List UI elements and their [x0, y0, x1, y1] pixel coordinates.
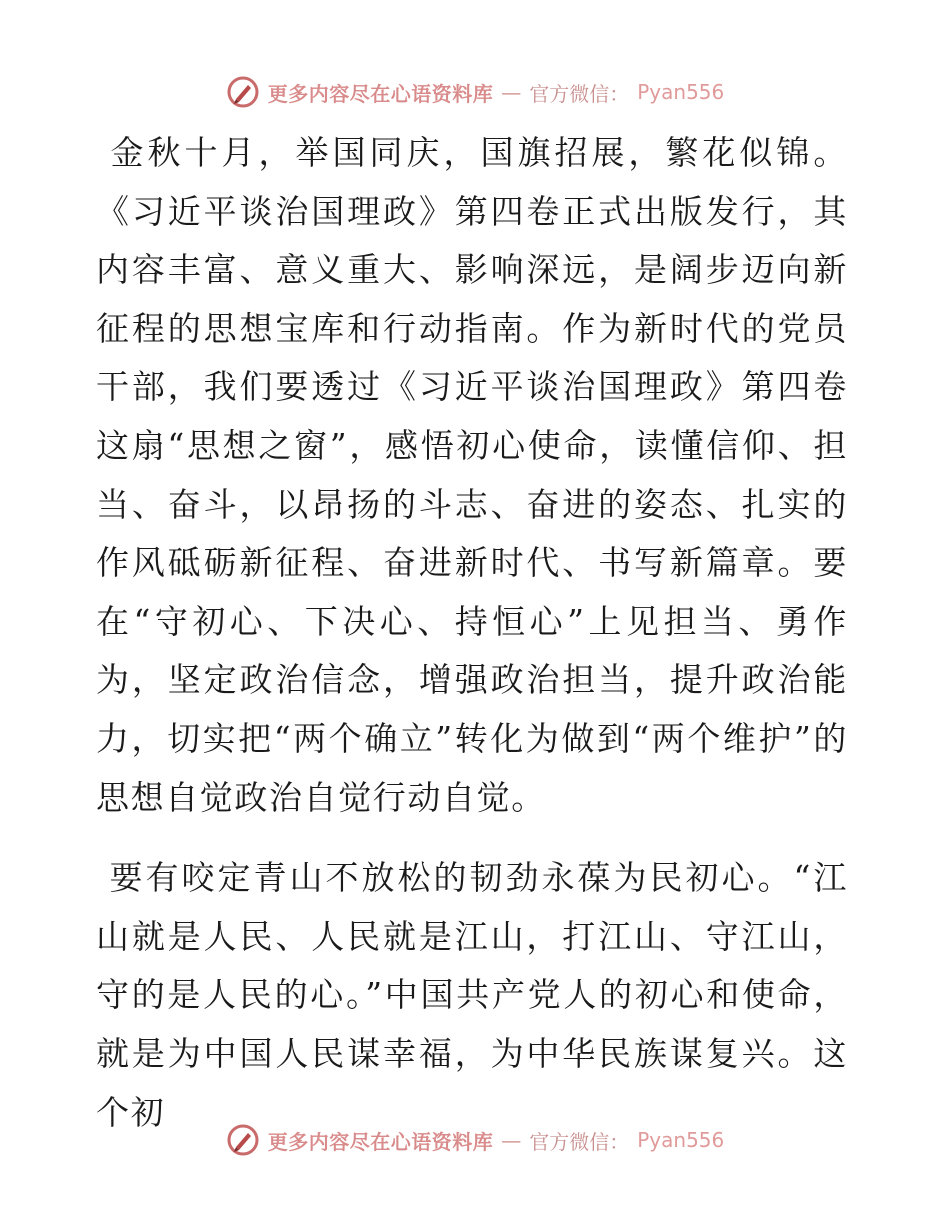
- pen-logo-icon: [226, 1123, 260, 1157]
- watermark-wechat-label: 官方微信：: [529, 81, 630, 106]
- pen-logo-icon: [226, 75, 260, 109]
- watermark-separator: —: [501, 1128, 522, 1152]
- watermark-separator: —: [501, 80, 522, 104]
- watermark-brand: 更多内容尽在心语资料库: [267, 81, 494, 106]
- document-body: [96, 124, 848, 1142]
- watermark-wechat-label: 官方微信：: [529, 1129, 630, 1154]
- header-watermark: [0, 72, 950, 112]
- watermark-wechat-id: Pyan556: [637, 1128, 725, 1152]
- footer-watermark: [0, 1120, 950, 1160]
- body-paragraph-1: 金秋十月，举国同庆，国旗招展，繁花似锦。《习近平谈治国理政》第四卷正式出版发行，其内容丰富、意义重大、影响深远，是阔步迈向新征程的思想宝库和行动指南。作为新时代的党员干部，我们要透过《习近平谈治国理政》第四卷这扇“思想之窗”，感悟初心使命，读懂信仰、担当、奋斗，以昂扬的斗志、奋进的姿态、扎实的作风砥砺新征程、奋进新时代、书写新篇章。要在“守初心、下决心、持恒心”上见担当、勇作为，坚定政治信念，增强政治担当，提升政治能力，切实把“两个确立”转化为做到“两个维护”的思想自觉政治自觉行动自觉。: [96, 133, 849, 817]
- watermark-wechat-id: Pyan556: [637, 80, 725, 104]
- body-paragraph-2: 要有咬定青山不放松的韧劲永葆为民初心。“江山就是人民、人民就是江山，打江山、守江山，守的是人民的心。”中国共产党人的初心和使命，就是为中国人民谋幸福，为中华民族谋复兴。这个初: [96, 858, 848, 1132]
- watermark-brand: 更多内容尽在心语资料库: [267, 1129, 494, 1154]
